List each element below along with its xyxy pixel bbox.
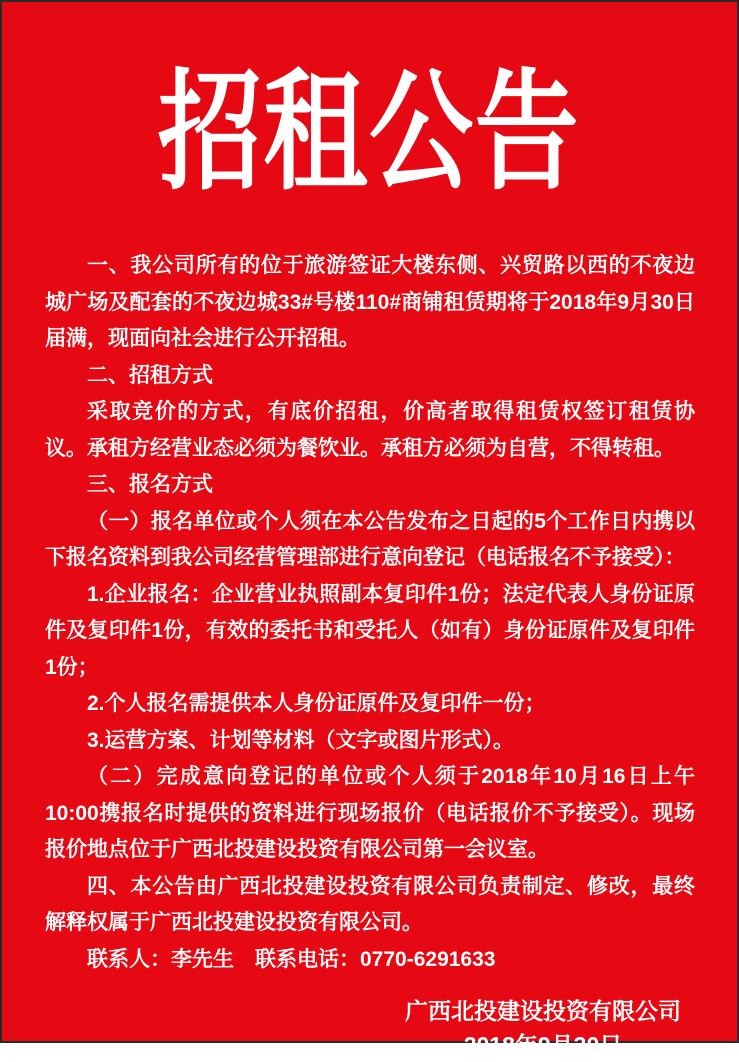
section-heading-rental-method: 二、招租方式	[87, 363, 213, 387]
poster-header	[2, 2, 737, 216]
registration-requirements-paragraph: （一）报名单位或个人须在本公告发布之日起的5个工作日内携以下报名资料到我公司经营管理部进行意向登记（电话报名不予接受）：	[45, 509, 695, 569]
signature-date: 2018年9月30日	[463, 1032, 623, 1058]
operation-plan-item: 3.运营方案、计划等材料（文字或图片形式）。	[87, 728, 515, 752]
interpretation-rights-paragraph: 四、本公告由广西北投建设投资有限公司负责制定、修改，最终解释权属于广西北投建设投资有限公司。	[45, 874, 695, 934]
page-title: 招租公告	[158, 62, 581, 206]
signature-inner	[405, 994, 681, 1062]
section-heading-registration-method: 三、报名方式	[87, 473, 213, 496]
signature-block	[2, 994, 737, 1062]
rental-method-paragraph: 采取竞价的方式，有底价招租，价高者取得租赁权签订租赁协议。承租方经营业态必须为餐饮业。承租方必须为自营，不得转租。	[45, 400, 695, 460]
intro-paragraph: 一、我公司所有的位于旅游签证大楼东侧、兴贸路以西的不夜边城广场及配套的不夜边城33#号楼110#商铺租赁期将于2018年9月30日届满，现面向社会进行公开招租。	[45, 254, 695, 350]
announcement-body	[45, 248, 695, 978]
contact-line: 联系人：李先生 联系电话：0770-6291633	[87, 947, 496, 971]
individual-registration-item: 2.个人报名需提供本人身份证原件及复印件一份；	[87, 692, 546, 715]
enterprise-registration-item: 1.企业报名：企业营业执照副本复印件1份；法定代表人身份证原件及复印件1份，有效的委托书和受托人（如有）身份证原件及复印件1份；	[45, 582, 695, 679]
onsite-bidding-paragraph: （二）完成意向登记的单位或个人须于2018年10月16日上午10:00携报名时提供的资料进行现场报价（电话报价不予接受）。现场报价地点位于广西北投建设投资有限公司第一会议室。	[45, 765, 695, 861]
signature-company: 广西北投建设投资有限公司	[405, 998, 681, 1024]
